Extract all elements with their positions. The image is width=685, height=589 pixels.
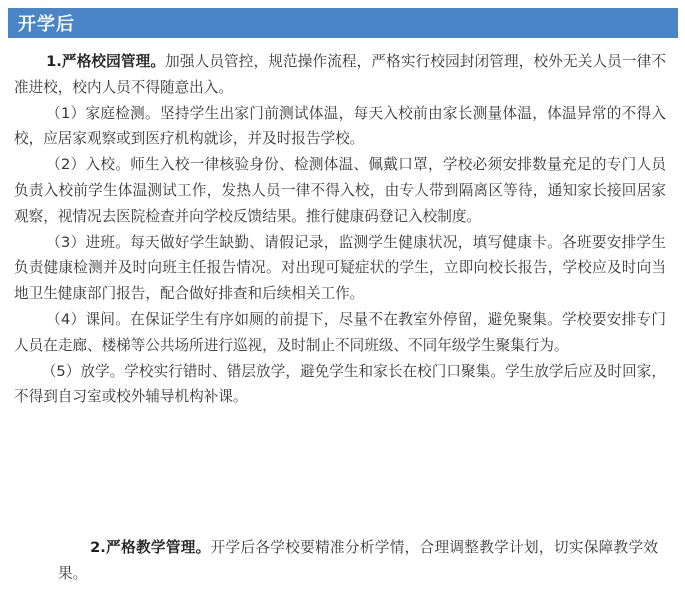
paragraph-entering-school: [14, 152, 666, 229]
item-text: 学校实行错时、错层放学，避免学生和家长在校门口聚集。学生放学后应及时回家，不得到自习室或校外辅导机构补课。: [14, 362, 666, 406]
item-label: （2）入校。: [46, 156, 131, 174]
section-header-bar: [8, 8, 678, 38]
item-label: （1）家庭检测。: [46, 104, 160, 122]
paragraph-text: 开学后各学校要精准分析学情，合理调整教学计划，切实保障教学效果。: [58, 539, 658, 582]
paragraph-entering-class: [14, 230, 666, 307]
item-label: （3）进班。: [46, 233, 131, 251]
paragraph-break-time: [14, 307, 666, 359]
section-header-title: 开学后: [18, 14, 75, 35]
item-label: （4）课间。: [46, 310, 131, 328]
teaching-management-section: [58, 535, 658, 587]
item-text: 师生入校一律核验身份、检测体温、佩戴口罩，学校必须安排数量充足的专门人员负责入校前学生体温测试工作，发热人员一律不得入校，由专人带到隔离区等待，通知家长接回居家观察，视情况去医院检查并向学校反馈结果。推行健康码登记入校制度。: [14, 156, 666, 225]
heading-teaching-management: 严格教学管理。: [105, 539, 211, 556]
item-label: （5）放学。: [41, 362, 125, 380]
paragraph-home-check: [14, 101, 666, 153]
paragraph-teaching-management: [26, 535, 658, 587]
heading-number: 2.: [90, 539, 106, 556]
heading-campus-management: 严格校园管理。: [61, 53, 166, 70]
heading-number: 1.: [46, 53, 62, 70]
item-text: 在保证学生有序如厕的前提下，尽量不在教室外停留，避免聚集。学校要安排专门人员在走廊、楼梯等公共场所进行巡视，及时制止不同班级、不同年级学生聚集行为。: [14, 310, 666, 354]
article-body: [14, 49, 666, 410]
paragraph-text: 加强人员管控，规范操作流程，严格实行校园封闭管理，校外无关人员一律不准进校，校内人员不得随意出入。: [14, 53, 666, 96]
item-text: 每天做好学生缺勤、请假记录，监测学生健康状况，填写健康卡。各班要安排学生负责健康检测并及时向班主任报告情况。对出现可疑症状的学生，立即向校长报告，学校应及时向当地卫生健康部门报告，配合做好排查和后续相关工作。: [14, 233, 666, 303]
paragraph-campus-management: [14, 49, 666, 101]
paragraph-dismissal: [14, 359, 666, 411]
item-text: 坚持学生出家门前测试体温，每天入校前由家长测量体温，体温异常的不得入校，应居家观察或到医疗机构就诊，并及时报告学校。: [14, 104, 666, 148]
